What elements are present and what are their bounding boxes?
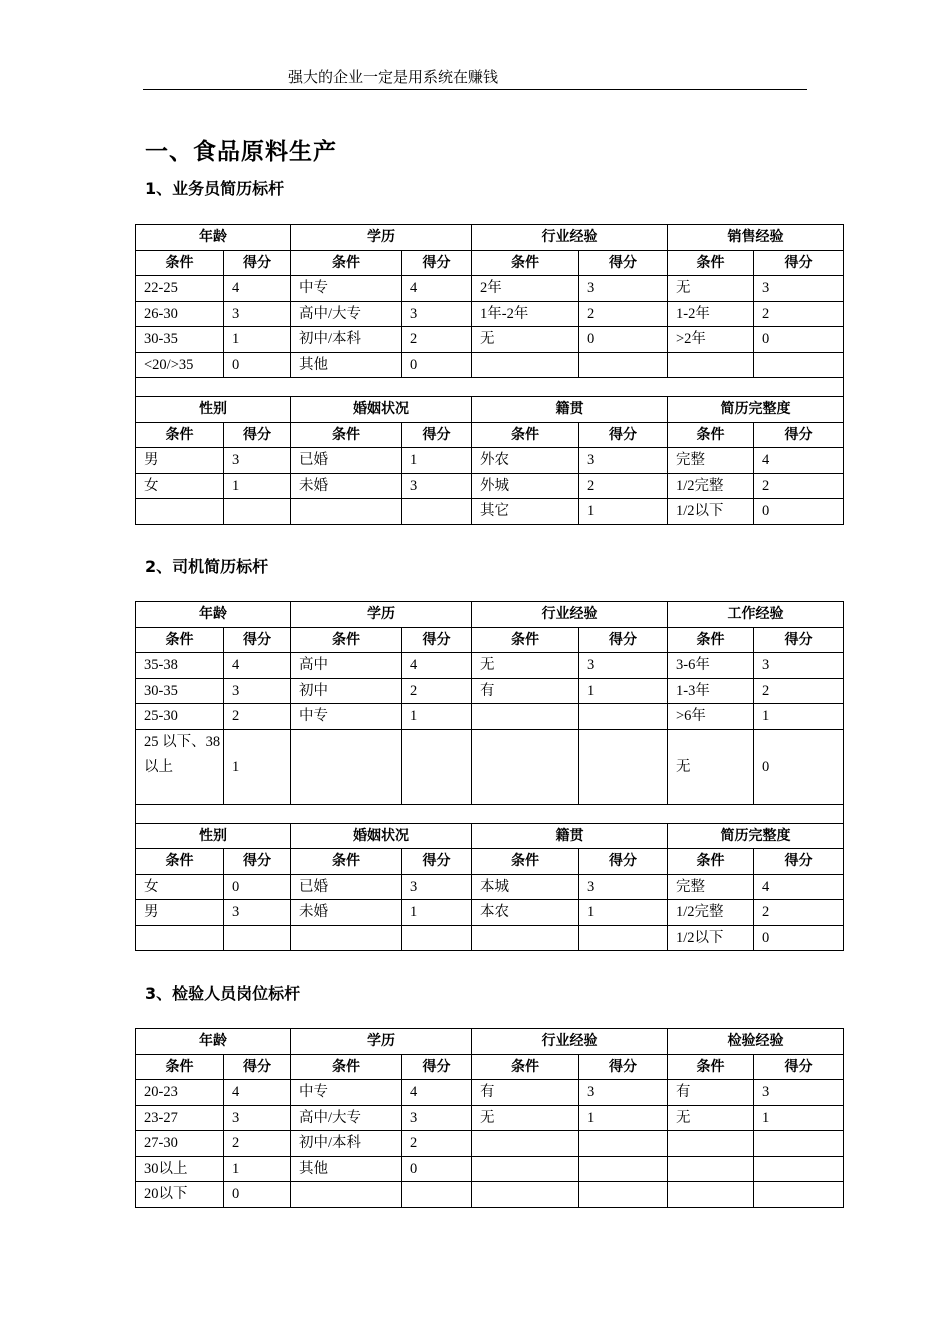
condition-cell: <20/>35 bbox=[136, 352, 224, 378]
sub-header-row bbox=[136, 849, 844, 875]
group-header-row bbox=[136, 1029, 844, 1055]
condition-cell: 有 bbox=[668, 1080, 754, 1106]
condition-cell: 其它 bbox=[472, 499, 579, 525]
table-row bbox=[136, 1131, 844, 1157]
score-header-cell: 得分 bbox=[754, 422, 844, 448]
condition-cell: 26-30 bbox=[136, 301, 224, 327]
condition-cell: 中专 bbox=[291, 704, 402, 730]
score-cell: 0 bbox=[754, 327, 844, 353]
score-cell: 3 bbox=[579, 874, 668, 900]
score-cell bbox=[579, 729, 668, 804]
condition-header-cell: 条件 bbox=[136, 849, 224, 875]
score-header-cell: 得分 bbox=[224, 422, 291, 448]
score-cell: 3 bbox=[754, 653, 844, 679]
condition-cell: 中专 bbox=[291, 276, 402, 302]
section-2-heading: 2、司机简历标杆 bbox=[145, 557, 269, 576]
score-cell: 2 bbox=[754, 900, 844, 926]
group-header-cell: 学历 bbox=[291, 225, 472, 251]
group-header-cell: 年龄 bbox=[136, 1029, 291, 1055]
condition-cell: 本农 bbox=[472, 900, 579, 926]
sub-header-row bbox=[136, 1054, 844, 1080]
condition-cell: 22-25 bbox=[136, 276, 224, 302]
condition-cell: 1年-2年 bbox=[472, 301, 579, 327]
condition-cell: >6年 bbox=[668, 704, 754, 730]
condition-cell bbox=[668, 1131, 754, 1157]
sub-header-row bbox=[136, 250, 844, 276]
condition-cell: 35-38 bbox=[136, 653, 224, 679]
table-row bbox=[136, 874, 844, 900]
condition-cell: 其他 bbox=[291, 1156, 402, 1182]
condition-cell: 无 bbox=[668, 276, 754, 302]
condition-cell: 1/2完整 bbox=[668, 900, 754, 926]
score-cell bbox=[754, 352, 844, 378]
condition-header-cell: 条件 bbox=[291, 250, 402, 276]
group-header-cell: 婚姻状况 bbox=[291, 823, 472, 849]
condition-header-cell: 条件 bbox=[472, 627, 579, 653]
score-cell: 1 bbox=[224, 1156, 291, 1182]
score-cell: 0 bbox=[402, 352, 472, 378]
score-cell bbox=[754, 1131, 844, 1157]
table-row bbox=[136, 276, 844, 302]
table-row bbox=[136, 327, 844, 353]
condition-cell bbox=[472, 729, 579, 804]
condition-cell bbox=[668, 1182, 754, 1208]
table-row bbox=[136, 499, 844, 525]
table-row bbox=[136, 729, 844, 804]
score-cell bbox=[579, 1156, 668, 1182]
group-header-cell: 检验经验 bbox=[668, 1029, 844, 1055]
score-cell: 1 bbox=[579, 900, 668, 926]
score-cell: 0 bbox=[402, 1156, 472, 1182]
score-cell: 4 bbox=[224, 653, 291, 679]
group-header-row bbox=[136, 397, 844, 423]
group-header-cell: 年龄 bbox=[136, 602, 291, 628]
table-row bbox=[136, 352, 844, 378]
score-cell: 2 bbox=[224, 1131, 291, 1157]
group-header-cell: 性别 bbox=[136, 397, 291, 423]
score-cell bbox=[579, 1131, 668, 1157]
score-cell bbox=[402, 729, 472, 804]
table-row bbox=[136, 925, 844, 951]
score-header-cell: 得分 bbox=[402, 250, 472, 276]
score-cell bbox=[402, 499, 472, 525]
score-cell: 1 bbox=[754, 1105, 844, 1131]
condition-header-cell: 条件 bbox=[668, 250, 754, 276]
score-cell: 4 bbox=[754, 874, 844, 900]
group-header-cell: 行业经验 bbox=[472, 225, 668, 251]
condition-cell bbox=[472, 1131, 579, 1157]
score-cell: 3 bbox=[402, 1105, 472, 1131]
score-cell: 4 bbox=[402, 1080, 472, 1106]
score-cell: 1 bbox=[224, 473, 291, 499]
score-cell bbox=[224, 499, 291, 525]
score-header-cell: 得分 bbox=[224, 849, 291, 875]
condition-cell bbox=[291, 499, 402, 525]
condition-cell: 无 bbox=[668, 729, 754, 804]
sub-header-row bbox=[136, 422, 844, 448]
condition-header-cell: 条件 bbox=[136, 1054, 224, 1080]
condition-cell bbox=[668, 352, 754, 378]
score-cell: 3 bbox=[402, 473, 472, 499]
group-header-cell: 籍贯 bbox=[472, 397, 668, 423]
condition-header-cell: 条件 bbox=[136, 250, 224, 276]
condition-cell: 1/2完整 bbox=[668, 473, 754, 499]
score-cell: 0 bbox=[754, 925, 844, 951]
score-cell: 4 bbox=[224, 276, 291, 302]
condition-cell bbox=[291, 729, 402, 804]
condition-cell bbox=[472, 1182, 579, 1208]
score-cell: 3 bbox=[224, 1105, 291, 1131]
group-header-cell: 学历 bbox=[291, 602, 472, 628]
condition-cell: 高中 bbox=[291, 653, 402, 679]
condition-header-cell: 条件 bbox=[472, 849, 579, 875]
condition-cell: 男 bbox=[136, 448, 224, 474]
condition-header-cell: 条件 bbox=[291, 849, 402, 875]
score-cell: 0 bbox=[224, 352, 291, 378]
chapter-title: 一、食品原料生产 bbox=[145, 139, 337, 165]
condition-cell bbox=[472, 925, 579, 951]
condition-cell: 未婚 bbox=[291, 900, 402, 926]
condition-header-cell: 条件 bbox=[291, 627, 402, 653]
score-cell: 2 bbox=[402, 678, 472, 704]
condition-cell: 30-35 bbox=[136, 678, 224, 704]
score-header-cell: 得分 bbox=[579, 422, 668, 448]
group-header-cell: 销售经验 bbox=[668, 225, 844, 251]
table-row bbox=[136, 900, 844, 926]
condition-cell: 已婚 bbox=[291, 448, 402, 474]
score-cell: 1 bbox=[579, 1105, 668, 1131]
score-header-cell: 得分 bbox=[754, 627, 844, 653]
condition-header-cell: 条件 bbox=[472, 422, 579, 448]
condition-cell: 未婚 bbox=[291, 473, 402, 499]
condition-cell bbox=[472, 1156, 579, 1182]
condition-header-cell: 条件 bbox=[291, 422, 402, 448]
group-header-row bbox=[136, 823, 844, 849]
score-cell: 4 bbox=[224, 1080, 291, 1106]
score-cell: 3 bbox=[579, 1080, 668, 1106]
score-cell: 1 bbox=[579, 678, 668, 704]
condition-header-cell: 条件 bbox=[136, 627, 224, 653]
condition-cell: 无 bbox=[668, 1105, 754, 1131]
score-cell: 4 bbox=[402, 653, 472, 679]
group-header-cell: 性别 bbox=[136, 823, 291, 849]
table-row bbox=[136, 653, 844, 679]
score-header-cell: 得分 bbox=[579, 627, 668, 653]
condition-cell: 外农 bbox=[472, 448, 579, 474]
score-header-cell: 得分 bbox=[579, 1054, 668, 1080]
score-cell: 2 bbox=[224, 704, 291, 730]
table-row bbox=[136, 678, 844, 704]
score-header-cell: 得分 bbox=[224, 627, 291, 653]
condition-cell: 其他 bbox=[291, 352, 402, 378]
condition-cell: 无 bbox=[472, 653, 579, 679]
score-cell: 2 bbox=[579, 301, 668, 327]
score-cell bbox=[754, 1156, 844, 1182]
group-header-cell: 年龄 bbox=[136, 225, 291, 251]
table-row bbox=[136, 1080, 844, 1106]
group-header-cell: 简历完整度 bbox=[668, 823, 844, 849]
score-cell: 1 bbox=[754, 704, 844, 730]
condition-cell: 20以下 bbox=[136, 1182, 224, 1208]
group-header-cell: 简历完整度 bbox=[668, 397, 844, 423]
score-cell: 1 bbox=[224, 729, 291, 804]
score-cell: 2 bbox=[754, 301, 844, 327]
condition-cell: 30-35 bbox=[136, 327, 224, 353]
condition-header-cell: 条件 bbox=[291, 1054, 402, 1080]
condition-cell: 男 bbox=[136, 900, 224, 926]
score-header-cell: 得分 bbox=[402, 422, 472, 448]
score-cell: 3 bbox=[579, 448, 668, 474]
condition-cell: 完整 bbox=[668, 448, 754, 474]
score-cell: 3 bbox=[224, 678, 291, 704]
score-cell bbox=[754, 1182, 844, 1208]
condition-cell: 23-27 bbox=[136, 1105, 224, 1131]
score-cell bbox=[402, 1182, 472, 1208]
score-header-cell: 得分 bbox=[754, 1054, 844, 1080]
sub-header-row bbox=[136, 627, 844, 653]
table-row bbox=[136, 448, 844, 474]
header-divider bbox=[143, 89, 807, 90]
driver-resume-table bbox=[135, 601, 844, 951]
score-header-cell: 得分 bbox=[579, 250, 668, 276]
score-header-cell: 得分 bbox=[224, 1054, 291, 1080]
score-cell: 0 bbox=[579, 327, 668, 353]
condition-header-cell: 条件 bbox=[668, 627, 754, 653]
score-cell: 3 bbox=[224, 301, 291, 327]
group-header-cell: 学历 bbox=[291, 1029, 472, 1055]
condition-cell bbox=[472, 704, 579, 730]
score-cell: 3 bbox=[402, 874, 472, 900]
score-cell: 0 bbox=[754, 729, 844, 804]
score-cell bbox=[579, 352, 668, 378]
score-cell bbox=[579, 925, 668, 951]
condition-cell: 1/2以下 bbox=[668, 499, 754, 525]
score-cell: 1 bbox=[402, 704, 472, 730]
condition-cell: 无 bbox=[472, 1105, 579, 1131]
score-cell: 2 bbox=[754, 678, 844, 704]
score-cell bbox=[579, 704, 668, 730]
score-cell: 1 bbox=[579, 499, 668, 525]
score-cell: 4 bbox=[754, 448, 844, 474]
condition-header-cell: 条件 bbox=[668, 849, 754, 875]
score-cell: 1 bbox=[402, 900, 472, 926]
condition-header-cell: 条件 bbox=[668, 422, 754, 448]
score-cell: 3 bbox=[579, 276, 668, 302]
score-cell: 0 bbox=[224, 874, 291, 900]
condition-cell: >2年 bbox=[668, 327, 754, 353]
table-row bbox=[136, 473, 844, 499]
condition-cell: 女 bbox=[136, 473, 224, 499]
score-cell: 1 bbox=[402, 448, 472, 474]
score-cell: 3 bbox=[224, 448, 291, 474]
condition-cell: 女 bbox=[136, 874, 224, 900]
score-cell: 1 bbox=[224, 327, 291, 353]
condition-cell: 有 bbox=[472, 1080, 579, 1106]
table-row bbox=[136, 301, 844, 327]
score-header-cell: 得分 bbox=[224, 250, 291, 276]
condition-cell: 中专 bbox=[291, 1080, 402, 1106]
group-header-cell: 婚姻状况 bbox=[291, 397, 472, 423]
condition-cell: 2年 bbox=[472, 276, 579, 302]
score-header-cell: 得分 bbox=[754, 250, 844, 276]
score-cell bbox=[402, 925, 472, 951]
condition-cell bbox=[136, 499, 224, 525]
score-cell: 0 bbox=[224, 1182, 291, 1208]
score-cell: 3 bbox=[224, 900, 291, 926]
group-header-cell: 行业经验 bbox=[472, 1029, 668, 1055]
score-cell: 4 bbox=[402, 276, 472, 302]
score-cell: 3 bbox=[754, 1080, 844, 1106]
condition-header-cell: 条件 bbox=[668, 1054, 754, 1080]
score-header-cell: 得分 bbox=[402, 1054, 472, 1080]
condition-cell: 高中/大专 bbox=[291, 1105, 402, 1131]
condition-cell: 1/2以下 bbox=[668, 925, 754, 951]
condition-cell: 25 以下、38以上 bbox=[136, 729, 224, 804]
condition-cell: 25-30 bbox=[136, 704, 224, 730]
condition-header-cell: 条件 bbox=[136, 422, 224, 448]
condition-cell bbox=[291, 1182, 402, 1208]
group-header-cell: 工作经验 bbox=[668, 602, 844, 628]
condition-cell bbox=[472, 352, 579, 378]
score-cell: 2 bbox=[402, 1131, 472, 1157]
group-header-cell: 行业经验 bbox=[472, 602, 668, 628]
inspector-position-table bbox=[135, 1028, 844, 1208]
condition-cell: 1-3年 bbox=[668, 678, 754, 704]
score-cell: 2 bbox=[402, 327, 472, 353]
condition-header-cell: 条件 bbox=[472, 250, 579, 276]
condition-cell: 无 bbox=[472, 327, 579, 353]
condition-cell: 有 bbox=[472, 678, 579, 704]
condition-cell: 外城 bbox=[472, 473, 579, 499]
group-header-row bbox=[136, 602, 844, 628]
score-header-cell: 得分 bbox=[402, 849, 472, 875]
condition-cell: 高中/大专 bbox=[291, 301, 402, 327]
score-cell: 3 bbox=[579, 653, 668, 679]
condition-cell bbox=[136, 925, 224, 951]
table-row bbox=[136, 704, 844, 730]
group-header-cell: 籍贯 bbox=[472, 823, 668, 849]
condition-cell bbox=[668, 1156, 754, 1182]
score-cell bbox=[579, 1182, 668, 1208]
condition-cell: 初中 bbox=[291, 678, 402, 704]
condition-cell: 1-2年 bbox=[668, 301, 754, 327]
section-3-heading: 3、检验人员岗位标杆 bbox=[145, 984, 301, 1003]
spacer-cell bbox=[136, 378, 844, 397]
condition-cell: 本城 bbox=[472, 874, 579, 900]
section-1-heading: 1、业务员简历标杆 bbox=[145, 179, 285, 198]
condition-cell: 初中/本科 bbox=[291, 327, 402, 353]
condition-cell: 30以上 bbox=[136, 1156, 224, 1182]
group-header-row bbox=[136, 225, 844, 251]
table-row bbox=[136, 1182, 844, 1208]
condition-header-cell: 条件 bbox=[472, 1054, 579, 1080]
score-cell: 3 bbox=[402, 301, 472, 327]
spacer-cell bbox=[136, 804, 844, 823]
score-header-cell: 得分 bbox=[754, 849, 844, 875]
condition-cell: 初中/本科 bbox=[291, 1131, 402, 1157]
score-header-cell: 得分 bbox=[579, 849, 668, 875]
condition-cell: 完整 bbox=[668, 874, 754, 900]
score-cell: 2 bbox=[579, 473, 668, 499]
page-header-text: 强大的企业一定是用系统在赚钱 bbox=[288, 70, 499, 86]
condition-cell: 已婚 bbox=[291, 874, 402, 900]
condition-cell: 3-6年 bbox=[668, 653, 754, 679]
spacer-row bbox=[136, 804, 844, 823]
table-row bbox=[136, 1156, 844, 1182]
spacer-row bbox=[136, 378, 844, 397]
score-header-cell: 得分 bbox=[402, 627, 472, 653]
score-cell: 0 bbox=[754, 499, 844, 525]
score-cell: 3 bbox=[754, 276, 844, 302]
condition-cell bbox=[291, 925, 402, 951]
score-cell bbox=[224, 925, 291, 951]
score-cell: 2 bbox=[754, 473, 844, 499]
salesperson-resume-table bbox=[135, 224, 844, 525]
table-row bbox=[136, 1105, 844, 1131]
condition-cell: 20-23 bbox=[136, 1080, 224, 1106]
condition-cell: 27-30 bbox=[136, 1131, 224, 1157]
